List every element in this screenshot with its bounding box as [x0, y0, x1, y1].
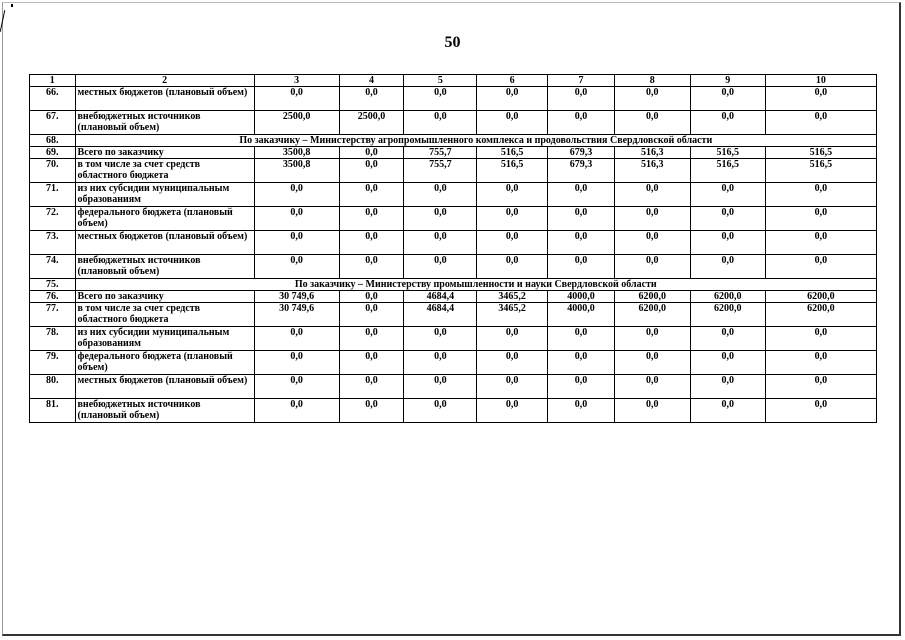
value-cell: 0,0 — [765, 375, 876, 399]
value-cell: 0,0 — [548, 231, 615, 255]
value-cell: 0,0 — [548, 255, 615, 279]
value-cell: 2500,0 — [254, 111, 339, 135]
row-label: федерального бюджета (плановый объем) — [75, 351, 254, 375]
value-cell: 0,0 — [477, 231, 548, 255]
row-label: федерального бюджета (плановый объем) — [75, 207, 254, 231]
value-cell: 4684,4 — [404, 303, 477, 327]
value-cell: 0,0 — [765, 87, 876, 111]
value-cell: 0,0 — [690, 255, 765, 279]
value-cell: 0,0 — [690, 231, 765, 255]
value-cell: 0,0 — [548, 399, 615, 423]
row-number: 73. — [30, 231, 76, 255]
row-number: 78. — [30, 327, 76, 351]
value-cell: 0,0 — [254, 399, 339, 423]
column-header: 7 — [548, 75, 615, 87]
value-cell: 0,0 — [339, 147, 404, 159]
value-cell: 2500,0 — [339, 111, 404, 135]
value-cell: 0,0 — [765, 231, 876, 255]
value-cell: 0,0 — [548, 87, 615, 111]
value-cell: 0,0 — [254, 231, 339, 255]
value-cell: 516,5 — [477, 147, 548, 159]
value-cell: 0,0 — [765, 327, 876, 351]
value-cell: 0,0 — [254, 207, 339, 231]
value-cell: 6200,0 — [765, 291, 876, 303]
value-cell: 0,0 — [690, 207, 765, 231]
value-cell: 0,0 — [404, 207, 477, 231]
table-row — [30, 351, 877, 375]
column-header: 1 — [30, 75, 76, 87]
row-number: 67. — [30, 111, 76, 135]
value-cell: 516,3 — [614, 159, 690, 183]
row-number: 77. — [30, 303, 76, 327]
value-cell: 0,0 — [614, 399, 690, 423]
value-cell: 0,0 — [765, 399, 876, 423]
value-cell: 0,0 — [548, 375, 615, 399]
row-number: 81. — [30, 399, 76, 423]
value-cell: 0,0 — [614, 87, 690, 111]
value-cell: 0,0 — [690, 375, 765, 399]
value-cell: 3465,2 — [477, 291, 548, 303]
value-cell: 0,0 — [477, 327, 548, 351]
row-number: 71. — [30, 183, 76, 207]
value-cell: 0,0 — [254, 183, 339, 207]
value-cell: 0,0 — [254, 327, 339, 351]
value-cell: 6200,0 — [690, 291, 765, 303]
page-number: 50 — [444, 34, 461, 51]
value-cell: 516,5 — [690, 147, 765, 159]
value-cell: 0,0 — [477, 399, 548, 423]
row-number: 66. — [30, 87, 76, 111]
table-row — [30, 207, 877, 231]
table-row — [30, 375, 877, 399]
value-cell: 6200,0 — [614, 291, 690, 303]
value-cell: 0,0 — [690, 111, 765, 135]
value-cell: 0,0 — [614, 327, 690, 351]
row-number: 69. — [30, 147, 76, 159]
value-cell: 679,3 — [548, 159, 615, 183]
value-cell: 0,0 — [614, 111, 690, 135]
budget-table — [29, 74, 877, 423]
row-label: внебюджетных источников (плановый объем) — [75, 111, 254, 135]
value-cell: 0,0 — [548, 111, 615, 135]
value-cell: 6200,0 — [614, 303, 690, 327]
table-body — [30, 75, 877, 423]
value-cell: 0,0 — [690, 399, 765, 423]
value-cell: 0,0 — [614, 375, 690, 399]
value-cell: 0,0 — [339, 231, 404, 255]
value-cell: 4684,4 — [404, 291, 477, 303]
value-cell: 0,0 — [339, 183, 404, 207]
table-row — [30, 303, 877, 327]
table-row — [30, 291, 877, 303]
row-number: 76. — [30, 291, 76, 303]
table-row — [30, 255, 877, 279]
value-cell: 3465,2 — [477, 303, 548, 327]
column-header: 5 — [404, 75, 477, 87]
section-title: По заказчику – Министерству агропромышленного комплекса и продовольствия Свердловской области — [75, 135, 876, 147]
value-cell: 3500,8 — [254, 147, 339, 159]
value-cell: 0,0 — [765, 207, 876, 231]
value-cell: 0,0 — [765, 255, 876, 279]
value-cell: 516,3 — [614, 147, 690, 159]
value-cell: 0,0 — [614, 207, 690, 231]
value-cell: 0,0 — [548, 327, 615, 351]
table-row — [30, 183, 877, 207]
row-number: 80. — [30, 375, 76, 399]
value-cell: 0,0 — [339, 399, 404, 423]
value-cell: 0,0 — [690, 351, 765, 375]
value-cell: 516,5 — [690, 159, 765, 183]
value-cell: 0,0 — [404, 375, 477, 399]
value-cell: 0,0 — [690, 327, 765, 351]
table-row — [30, 399, 877, 423]
row-label: местных бюджетов (плановый объем) — [75, 87, 254, 111]
value-cell: 0,0 — [254, 375, 339, 399]
value-cell: 0,0 — [548, 183, 615, 207]
value-cell: 6200,0 — [690, 303, 765, 327]
value-cell: 0,0 — [477, 111, 548, 135]
value-cell: 0,0 — [477, 351, 548, 375]
value-cell: 0,0 — [477, 375, 548, 399]
column-header-row — [30, 75, 877, 87]
value-cell: 0,0 — [339, 159, 404, 183]
value-cell: 0,0 — [404, 351, 477, 375]
column-header: 6 — [477, 75, 548, 87]
value-cell: 0,0 — [404, 111, 477, 135]
row-label: местных бюджетов (плановый объем) — [75, 231, 254, 255]
value-cell: 0,0 — [477, 183, 548, 207]
value-cell: 0,0 — [690, 87, 765, 111]
value-cell: 0,0 — [548, 351, 615, 375]
value-cell: 0,0 — [477, 87, 548, 111]
column-header: 2 — [75, 75, 254, 87]
value-cell: 679,3 — [548, 147, 615, 159]
value-cell: 0,0 — [765, 351, 876, 375]
column-header: 10 — [765, 75, 876, 87]
value-cell: 0,0 — [339, 255, 404, 279]
value-cell: 4000,0 — [548, 303, 615, 327]
value-cell: 30 749,6 — [254, 291, 339, 303]
value-cell: 0,0 — [339, 351, 404, 375]
table-row — [30, 327, 877, 351]
value-cell: 0,0 — [404, 255, 477, 279]
value-cell: 0,0 — [404, 327, 477, 351]
row-number: 70. — [30, 159, 76, 183]
value-cell: 0,0 — [254, 351, 339, 375]
row-label: из них субсидии муниципальным образованиям — [75, 183, 254, 207]
section-header-row — [30, 135, 877, 147]
row-label: местных бюджетов (плановый объем) — [75, 375, 254, 399]
table-row — [30, 147, 877, 159]
column-header: 8 — [614, 75, 690, 87]
value-cell: 516,5 — [765, 147, 876, 159]
section-title: По заказчику – Министерству промышленности и науки Свердловской области — [75, 279, 876, 291]
value-cell: 0,0 — [614, 255, 690, 279]
value-cell: 755,7 — [404, 159, 477, 183]
value-cell: 0,0 — [339, 291, 404, 303]
value-cell: 3500,8 — [254, 159, 339, 183]
value-cell: 0,0 — [339, 303, 404, 327]
row-number: 68. — [30, 135, 76, 147]
value-cell: 755,7 — [404, 147, 477, 159]
table-row — [30, 231, 877, 255]
section-header-row — [30, 279, 877, 291]
value-cell: 0,0 — [404, 231, 477, 255]
row-label: в том числе за счет средств областного бюджета — [75, 303, 254, 327]
value-cell: 0,0 — [339, 87, 404, 111]
row-number: 72. — [30, 207, 76, 231]
value-cell: 0,0 — [614, 231, 690, 255]
value-cell: 0,0 — [404, 87, 477, 111]
value-cell: 0,0 — [254, 87, 339, 111]
table-row — [30, 159, 877, 183]
value-cell: 0,0 — [254, 255, 339, 279]
value-cell: 516,5 — [765, 159, 876, 183]
value-cell: 0,0 — [339, 327, 404, 351]
column-header: 9 — [690, 75, 765, 87]
table-row — [30, 87, 877, 111]
row-label: внебюджетных источников (плановый объем) — [75, 255, 254, 279]
row-number: 74. — [30, 255, 76, 279]
value-cell: 4000,0 — [548, 291, 615, 303]
row-label: Всего по заказчику — [75, 147, 254, 159]
scan-dot — [11, 4, 13, 7]
column-header: 4 — [339, 75, 404, 87]
row-number: 79. — [30, 351, 76, 375]
value-cell: 0,0 — [477, 207, 548, 231]
value-cell: 0,0 — [404, 183, 477, 207]
value-cell: 0,0 — [690, 183, 765, 207]
row-number: 75. — [30, 279, 76, 291]
value-cell: 0,0 — [477, 255, 548, 279]
column-header: 3 — [254, 75, 339, 87]
row-label: Всего по заказчику — [75, 291, 254, 303]
table-row — [30, 111, 877, 135]
value-cell: 0,0 — [765, 111, 876, 135]
value-cell: 0,0 — [339, 375, 404, 399]
row-label: внебюджетных источников (плановый объем) — [75, 399, 254, 423]
value-cell: 6200,0 — [765, 303, 876, 327]
value-cell: 0,0 — [404, 399, 477, 423]
row-label: из них субсидии муниципальным образованиям — [75, 327, 254, 351]
value-cell: 0,0 — [614, 351, 690, 375]
value-cell: 0,0 — [339, 207, 404, 231]
value-cell: 0,0 — [614, 183, 690, 207]
value-cell: 0,0 — [548, 207, 615, 231]
row-label: в том числе за счет средств областного бюджета — [75, 159, 254, 183]
value-cell: 516,5 — [477, 159, 548, 183]
value-cell: 0,0 — [765, 183, 876, 207]
value-cell: 30 749,6 — [254, 303, 339, 327]
